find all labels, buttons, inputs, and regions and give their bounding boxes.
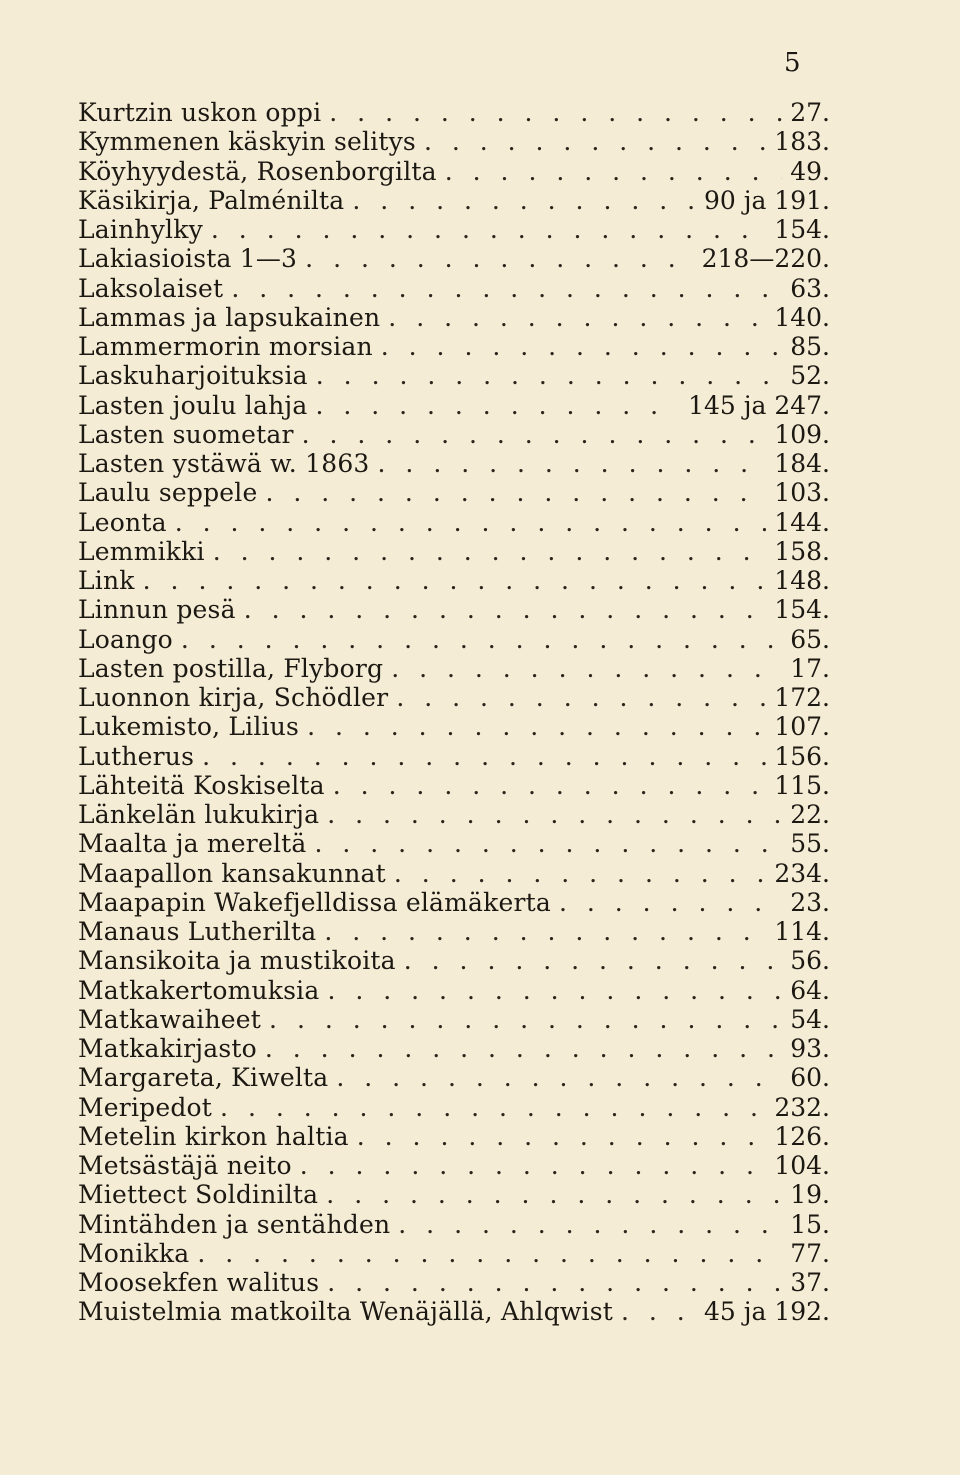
- entry-title: Lainhylky: [78, 215, 203, 244]
- entry-page: 37.: [790, 1268, 830, 1297]
- index-entry: [78, 536, 830, 568]
- entry-title: Lasten suometar: [78, 419, 294, 449]
- index-entry: [78, 594, 830, 626]
- index-entry: [78, 419, 830, 451]
- entry-page: 144.: [774, 507, 830, 537]
- index-entry: [78, 975, 830, 1007]
- entry-page: 63.: [790, 273, 830, 303]
- dot-leader: [326, 1179, 782, 1211]
- index-entry: [78, 97, 830, 129]
- entry-page: 17.: [790, 653, 830, 683]
- entry-page: 172.: [774, 683, 830, 712]
- entry-title: Muistelmia matkoilta Wenäjällä, Ahlqwist: [78, 1297, 613, 1327]
- entry-title: Matkakirjasto: [78, 1034, 257, 1063]
- entry-page: 140.: [774, 302, 830, 332]
- entry-page: 19.: [790, 1180, 830, 1210]
- entry-title: Lammermorin morsian: [78, 332, 373, 361]
- dot-leader: [559, 887, 782, 919]
- entry-title: Metsästäjä neito: [78, 1151, 292, 1180]
- entry-page: 64.: [790, 975, 830, 1005]
- dot-leader: [394, 858, 766, 890]
- dot-leader: [202, 741, 766, 773]
- entry-title: Maapapin Wakefjelldissa elämäkerta: [78, 887, 551, 917]
- dot-leader: [316, 360, 782, 392]
- entry-title: Manaus Lutherilta: [78, 917, 317, 946]
- dot-leader: [269, 1004, 782, 1036]
- index-entry: [78, 1092, 830, 1124]
- index-entry: [78, 565, 830, 597]
- entry-title: Lasten joulu lahja: [78, 390, 308, 420]
- entry-title: Maapallon kansakunnat: [78, 858, 386, 888]
- entry-page: 104.: [774, 1151, 830, 1180]
- entry-title: Lakiasioista 1—3: [78, 244, 298, 274]
- entry-page: 54.: [790, 1004, 830, 1034]
- entry-title: Mansikoita ja mustikoita: [78, 946, 396, 976]
- entry-title: Laskuharjoituksia: [78, 361, 308, 391]
- dot-leader: [197, 1238, 782, 1270]
- page-number: 5: [784, 48, 801, 78]
- dot-leader: [265, 477, 766, 509]
- index-entry: [78, 624, 830, 656]
- dot-leader: [181, 624, 782, 656]
- dot-leader: [231, 273, 782, 305]
- entry-title: Matkawaiheet: [78, 1004, 262, 1034]
- dot-leader: [175, 507, 767, 539]
- entry-page: 183.: [774, 127, 830, 157]
- index-entry: [78, 682, 830, 714]
- entry-page: 145 ja 247.: [688, 390, 830, 420]
- entry-page: 158.: [774, 536, 830, 566]
- index-entry: [78, 331, 830, 363]
- entry-page: 114.: [774, 917, 830, 946]
- entry-title: Linnun pesä: [78, 595, 236, 625]
- entry-title: Luonnon kirja, Schödler: [78, 683, 389, 712]
- dot-leader: [398, 1209, 782, 1241]
- dot-leader: [378, 448, 767, 480]
- dot-leader: [143, 565, 767, 597]
- entry-page: 115.: [774, 770, 830, 800]
- index-entry: [78, 1267, 830, 1299]
- entry-title: Matkakertomuksia: [78, 975, 320, 1005]
- index-entry: [78, 1179, 830, 1211]
- index-entry: [78, 945, 830, 977]
- entry-title: Länkelän lukukirja: [78, 800, 320, 829]
- index-entry: [78, 799, 830, 831]
- index-entry: [78, 1062, 830, 1094]
- entry-page: 60.: [790, 1063, 830, 1093]
- index-entry: [78, 858, 830, 890]
- entry-page: 85.: [790, 332, 830, 361]
- dot-leader: [424, 126, 766, 158]
- entry-title: Lammas ja lapsukainen: [78, 302, 381, 332]
- index-entry: [78, 916, 830, 948]
- dot-leader: [336, 1062, 782, 1094]
- dot-leader: [327, 1267, 782, 1299]
- dot-leader: [388, 302, 766, 334]
- dot-leader: [327, 975, 782, 1007]
- dot-leader: [315, 828, 783, 860]
- entry-title: Lähteitä Koskiselta: [78, 770, 325, 800]
- entry-page: 126.: [774, 1121, 830, 1151]
- entry-title: Moosekfen walitus: [78, 1268, 320, 1297]
- index-entry: [78, 126, 830, 158]
- entry-page: 45 ja 192.: [703, 1297, 830, 1327]
- entry-page: 27.: [790, 98, 830, 127]
- index-entry: [78, 1209, 830, 1241]
- entry-page: 65.: [790, 624, 830, 654]
- entry-title: Link: [78, 566, 135, 595]
- dot-leader: [445, 156, 782, 188]
- index-entry: [78, 302, 830, 334]
- entry-title: Kymmenen käskyin selitys: [78, 127, 416, 157]
- index-entry: [78, 185, 830, 217]
- entry-title: Lemmikki: [78, 536, 205, 566]
- index-entry: [78, 741, 830, 773]
- index-entry: [78, 1033, 830, 1065]
- entry-page: 154.: [774, 215, 830, 244]
- entry-title: Meripedot: [78, 1092, 213, 1122]
- index-entry: [78, 1296, 830, 1328]
- dot-leader: [621, 1296, 696, 1328]
- dot-leader: [404, 945, 782, 977]
- entry-page: 232.: [774, 1092, 830, 1122]
- entry-page: 56.: [790, 946, 830, 976]
- entry-page: 49.: [790, 156, 830, 186]
- entry-page: 154.: [774, 595, 830, 625]
- entry-page: 156.: [774, 741, 830, 771]
- dot-leader: [391, 653, 782, 685]
- index-entry: [78, 653, 830, 685]
- dot-leader: [211, 214, 766, 246]
- index-entry: [78, 214, 830, 246]
- entry-page: 109.: [774, 419, 830, 449]
- dot-leader: [213, 536, 767, 568]
- dot-leader: [381, 331, 782, 363]
- entry-page: 107.: [774, 712, 830, 742]
- index-entry: [78, 887, 830, 919]
- index-entry: [78, 1150, 830, 1182]
- index-entry: [78, 156, 830, 188]
- entry-title: Laksolaiset: [78, 273, 224, 303]
- entry-page: 93.: [790, 1034, 830, 1063]
- dot-leader: [396, 682, 766, 714]
- entry-page: 148.: [774, 566, 830, 595]
- entry-title: Lutherus: [78, 741, 195, 771]
- entry-title: Leonta: [78, 507, 167, 537]
- entry-title: Miettect Soldinilta: [78, 1180, 319, 1210]
- dot-leader: [244, 594, 767, 626]
- entry-page: 77.: [790, 1238, 830, 1268]
- index-entry: [78, 243, 830, 275]
- entry-title: Metelin kirkon haltia: [78, 1121, 349, 1151]
- entry-title: Laulu seppele: [78, 478, 258, 508]
- index-entry: [78, 1238, 830, 1270]
- entry-title: Monikka: [78, 1238, 190, 1268]
- dot-leader: [265, 1033, 782, 1065]
- index-entry: [78, 770, 830, 802]
- entry-title: Köyhyydestä, Rosenborgilta: [78, 156, 437, 186]
- index-entry: [78, 1004, 830, 1036]
- dot-leader: [327, 799, 782, 831]
- entry-title: Maalta ja mereltä: [78, 829, 307, 859]
- index-entry: [78, 711, 830, 743]
- dot-leader: [305, 243, 693, 275]
- entry-page: 234.: [774, 858, 830, 888]
- dot-leader: [307, 711, 766, 743]
- dot-leader: [333, 770, 767, 802]
- dot-leader: [220, 1092, 766, 1124]
- dot-leader: [302, 419, 767, 451]
- entry-page: 23.: [790, 887, 830, 917]
- dot-leader: [315, 390, 680, 422]
- entry-page: 90 ja 191.: [703, 185, 830, 215]
- entry-title: Lukemisto, Lilius: [78, 712, 300, 742]
- entry-page: 184.: [774, 449, 830, 478]
- dot-leader: [357, 1121, 767, 1153]
- entry-title: Kurtzin uskon oppi: [78, 98, 322, 127]
- index-entry: [78, 1121, 830, 1153]
- index-entry: [78, 477, 830, 509]
- entry-title: Loango: [78, 624, 173, 654]
- dot-leader: [352, 185, 696, 217]
- entry-page: 55.: [790, 829, 830, 859]
- dot-leader: [324, 916, 766, 948]
- entry-title: Lasten postilla, Flyborg: [78, 653, 384, 683]
- entry-title: Käsikirja, Palménilta: [78, 185, 345, 215]
- index-entry: [78, 828, 830, 860]
- entry-page: 218—220.: [701, 244, 830, 274]
- index-entry: [78, 273, 830, 305]
- entry-page: 22.: [790, 800, 830, 829]
- entry-title: Lasten ystäwä w. 1863: [78, 449, 370, 478]
- dot-leader: [300, 1150, 767, 1182]
- index-entry: [78, 448, 830, 480]
- index-entry: [78, 390, 830, 422]
- entry-title: Mintähden ja sentähden: [78, 1209, 391, 1239]
- index-entry: [78, 507, 830, 539]
- index-entry: [78, 360, 830, 392]
- entry-page: 52.: [790, 361, 830, 391]
- dot-leader: [329, 97, 782, 129]
- entry-title: Margareta, Kiwelta: [78, 1063, 329, 1093]
- entry-page: 15.: [790, 1209, 830, 1239]
- entry-page: 103.: [774, 478, 830, 508]
